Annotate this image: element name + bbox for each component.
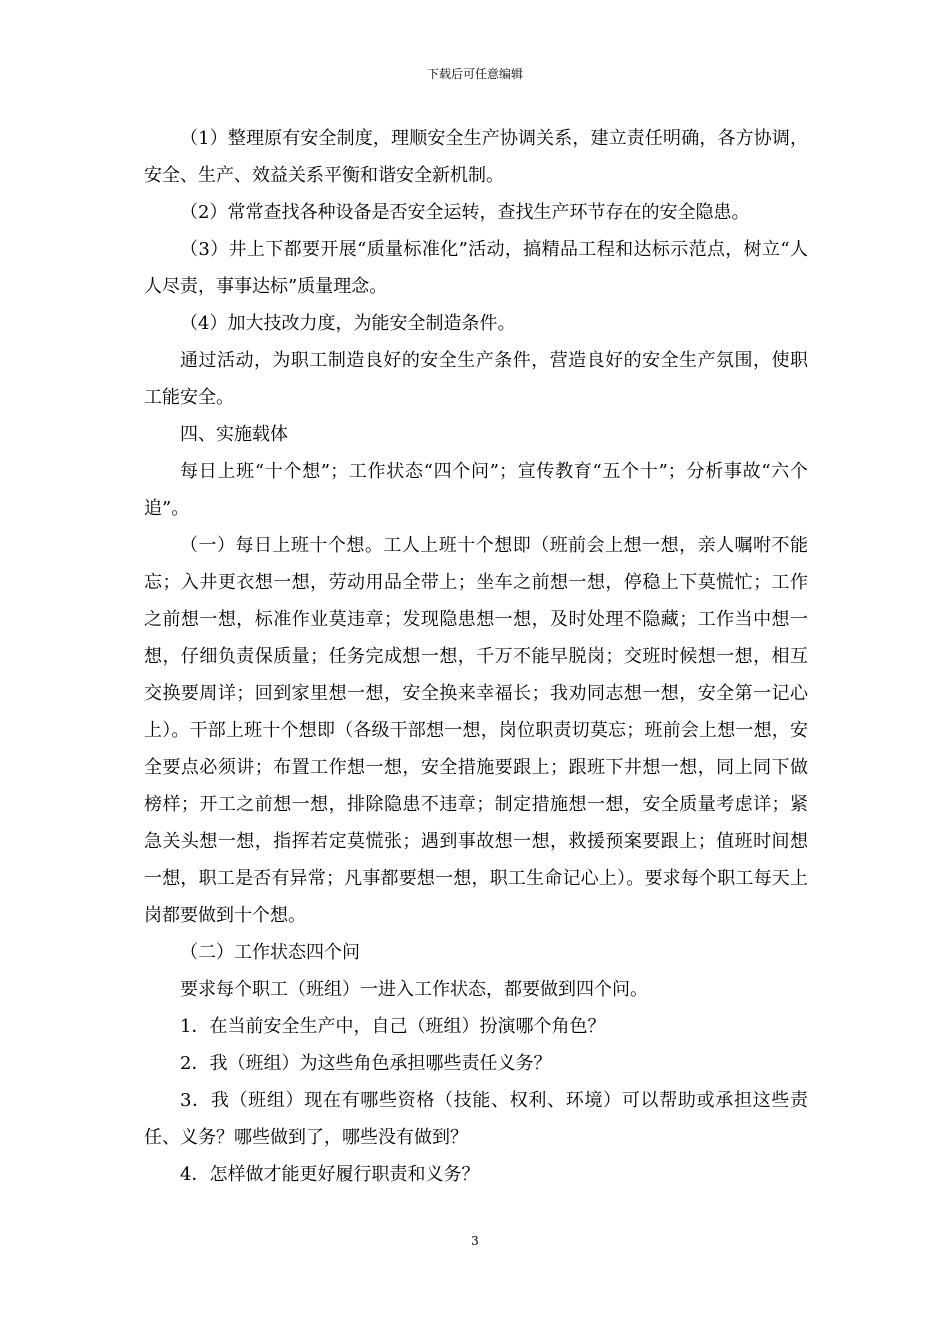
page-header: 下载后可任意编辑 [426, 67, 523, 81]
list-item-4: 4．怎样做才能更好履行职责和义务？ [180, 1164, 480, 1185]
page-number: 3 [471, 1234, 479, 1248]
paragraph-2: （2）常常查找各种设备是否安全运转，查找生产环节存在的安全隐患。 [180, 202, 750, 223]
paragraph-10: 要求每个职工（班组）一进入工作状态，都要做到四个问。 [180, 979, 648, 1000]
document-body [144, 120, 808, 1193]
list-item-3: 3．我（班组）现在有哪些资格（技能、权利、环境）可以帮助或承担这些责任、义务？哪些做到了，哪些没有做到？ [144, 1090, 808, 1148]
paragraph-7: 每日上班“十个想”；工作状态“四个问”；宣传教育“五个十”；分析事故“六个追”。 [144, 461, 808, 519]
paragraph-4: （4）加大技改力度，为能安全制造条件。 [180, 313, 516, 334]
paragraph-5: 通过活动，为职工制造良好的安全生产条件，营造良好的安全生产氛围，使职工能安全。 [144, 350, 808, 408]
list-item-2: 2．我（班组）为这些角色承担哪些责任义务？ [180, 1053, 552, 1074]
list-item-1: 1．在当前安全生产中，自己（班组）扮演哪个角色？ [180, 1016, 606, 1037]
paragraph-3: （3）井上下都要开展“质量标准化”活动，搞精品工程和达标示范点，树立“人人尽责，事事达标”质量理念。 [144, 239, 808, 297]
section-heading-4: 四、实施载体 [180, 424, 288, 445]
paragraph-1: （1）整理原有安全制度，理顺安全生产协调关系，建立责任明确，各方协调，安全、生产、效益关系平衡和谐安全新机制。 [144, 128, 808, 186]
subsection-heading-2: （二）工作状态四个问 [180, 942, 360, 963]
paragraph-8: （一）每日上班十个想。工人上班十个想即（班前会上想一想，亲人嘱咐不能忘；入井更衣想一想，劳动用品全带上；坐车之前想一想，停稳上下莫慌忙；工作之前想一想，标准作业莫违章；发现隐患想一想，及时处理不隐藏；工作当中想一想，仔细负责保质量；任务完成想一想，千万不能早脱岗；交班时候想一想，相互交换要周详；回到家里想一想，安全换来幸福长；我劝同志想一想，安全第一记心上）。干部上班十个想即（各级干部想一想，岗位职责切莫忘；班前会上想一想，安全要点必须讲；布置工作想一想，安全措施要跟上；跟班下井想一想，同上同下做榜样；开工之前想一想，排除隐患不违章；制定措施想一想，安全质量考虑详；紧急关头想一想，指挥若定莫慌张；遇到事故想一想，救援预案要跟上；值班时间想一想，职工是否有异常；凡事都要想一想，职工生命记心上）。要求每个职工每天上岗都要做到十个想。 [144, 535, 808, 926]
